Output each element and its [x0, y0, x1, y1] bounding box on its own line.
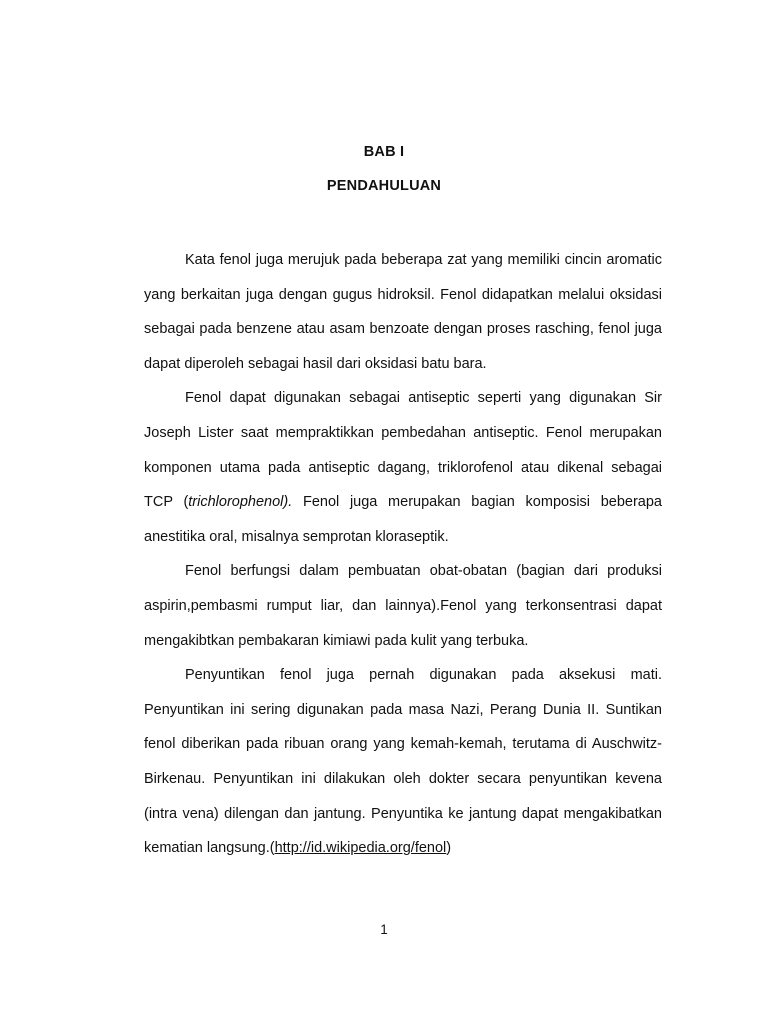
- paragraph-4: [144, 658, 662, 866]
- paragraph-2: [144, 381, 662, 554]
- chapter-heading: BAB I: [363, 144, 405, 160]
- paragraph-1: Kata fenol juga merujuk pada beberapa zat yang memiliki cincin aromatic yang berkaitan juga dengan gugus hidroksil. Fenol didapatkan melalui oksidasi sebagai pada benzene atau asam benzoate dengan proses rasching, fenol juga dapat diperoleh sebagai hasil dari oksidasi batu bara.: [144, 252, 662, 372]
- paragraph-2-text-end: Fenol juga merupakan bagian komposisi beberapa anestitika oral, misalnya semprotan kloraseptik.: [144, 494, 662, 545]
- paragraph-2-text-start: Fenol dapat digunakan sebagai antiseptic seperti yang digunakan Sir Joseph Lister saat mempraktikkan pembedahan antiseptic. Fenol merupakan komponen utama pada antiseptic dagang, triklorofenol atau dikenal sebagai TCP (: [144, 390, 662, 511]
- wikipedia-link[interactable]: http://id.wikipedia.org/fenol: [274, 840, 447, 857]
- page-number: 1: [380, 922, 388, 937]
- body-text: [144, 243, 662, 866]
- paragraph-4-text: Penyuntikan fenol juga pernah digunakan pada aksekusi mati. Penyuntikan ini sering digunakan pada masa Nazi, Perang Dunia II. Suntikan fenol diberikan pada ribuan orang yang kemah-kemah, terutama di Auschwitz-Birkenau. Penyuntikan ini dilakukan oleh dokter secara penyuntikan kevena (intra vena) dilengan dan jantung. Penyuntika ke jantung dapat mengakibatkan kematian langsung.(: [144, 667, 662, 857]
- paragraph-2-italic-term: trichlorophenol).: [188, 494, 293, 511]
- paragraph-3: Fenol berfungsi dalam pembuatan obat-obatan (bagian dari produksi aspirin,pembasmi rumput liar, dan lainnya).Fenol yang terkonsentrasi dapat mengakibtkan pembakaran kimiawi pada kulit yang terbuka.: [144, 563, 662, 649]
- paragraph-4-closing: ): [446, 840, 452, 857]
- chapter-title: PENDAHULUAN: [326, 178, 442, 194]
